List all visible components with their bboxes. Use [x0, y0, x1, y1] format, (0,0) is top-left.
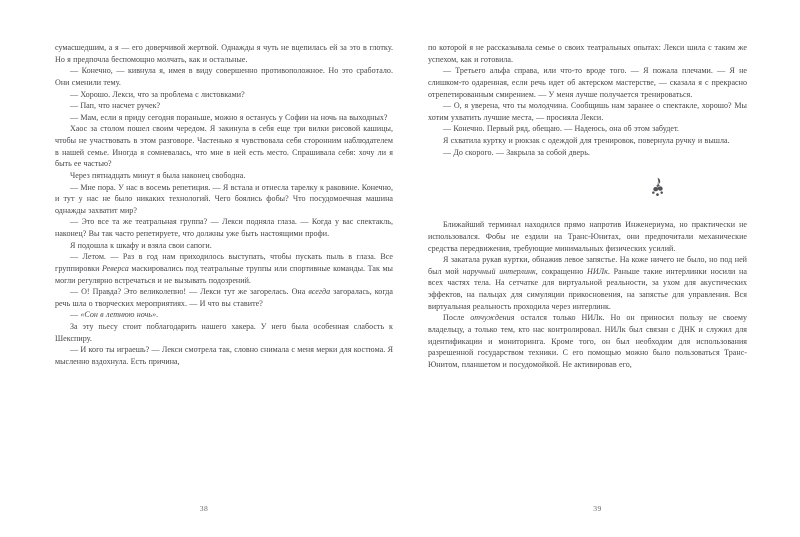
paragraph: Я закатала рукав куртки, обнажив левое запястье. На коже ничего не было, но под ней был мой наручный интерлинк, сокращенно НИЛк. Раньше такие интерлинки носили на всех частях тела. На сетчатке для виртуальной реальности, за ухом для акустических эффектов, на пальцах для симуляции прикосновения, на запястье для управления. Вся виртуальная реальность проходила через интерлинк.	[428, 255, 747, 311]
paragraph: — И кого ты играешь? — Лекси смотрела так, словно снимала с меня мерки для костюма. Я мысленно вздохнула. Есть причина,	[55, 345, 393, 366]
paragraph: — О! Правда? Это великолепно! — Лекси тут же загорелась. Она всегда загоралась, когда речь шла о творческих мероприятиях. — И что вы ставите?	[55, 287, 393, 308]
paragraph: — Третьего альфа справа, или что-то вроде того. — Я пожала плечами. — Я не слишком-то одаренная, если речь идет об актерском мастерстве, — сказала я с прекрасно отрепетированным смирением. — У меня лучше получается тренироваться.	[428, 66, 747, 99]
right-page-textblock-upper	[428, 42, 747, 158]
paragraph: За эту пьесу стоит поблагодарить нашего хакера. У него была особенная слабость к Шекспиру.	[55, 322, 393, 343]
right-page	[400, 0, 800, 537]
paragraph: Хаос за столом пошел своим чередом. Я закинула в себя еще три вилки рисовой кашицы, чтобы не участвовать в этом разговоре. Частенько я чувствовала себя сторонним наблюдателем в нашей семье. Иногда я сомневалась, что мне в ней есть место. Спрашивала себя: хочу ли я быть ее частью?	[55, 124, 393, 169]
page-number-right: 39	[593, 504, 602, 513]
fleur-de-lis-ornament-icon	[650, 177, 665, 197]
paragraph: Через пятнадцать минут я была наконец свободна.	[70, 170, 246, 180]
paragraph: — Мам, если я приду сегодня пораньше, можно я останусь у Софии на ночь на выходных?	[70, 112, 388, 122]
paragraph: — Конечно. Первый ряд, обещаю. — Надеюсь, она об этом забудет.	[443, 124, 679, 134]
italic-run: наручный интерлинк	[462, 266, 536, 276]
paragraph: Я подошла к шкафу и взяла свои сапоги.	[70, 240, 212, 250]
right-page-textblock-lower	[428, 219, 747, 370]
italic-run: «Сон в летнюю ночь»	[80, 310, 157, 320]
page-number-left: 38	[199, 504, 209, 513]
paragraph: по которой я не рассказывала семье о своих театральных опытах: Лекси шила с таким же успехом, как и готовила.	[428, 43, 747, 64]
paragraph: После отчуждения остался только НИЛк. Но он приносил пользу не своему владельцу, а только тем, кто нас контролировал. НИЛк был связан с ДНК и служил для идентификации и мониторинга. Кроме того, он был необходим для использования разрешенной государством техники. С его помощью можно было пользоваться Транс-Юнитом, планшетом и посудомойкой. Не активировав его,	[428, 313, 747, 369]
paragraph: Ближайший терминал находился прямо напротив Инженериума, но практически не использовался. Фобы не ездили на Транс-Юнитах, они предпочитали механические средства передвижения, требующие минимальных физических усилий.	[428, 220, 747, 253]
paragraph: — Хорошо. Лекси, что за проблема с листовками?	[70, 89, 245, 99]
italic-run: отчуждения	[470, 313, 515, 323]
left-page-textblock	[55, 42, 393, 368]
paragraph: — Пап, что насчет ручек?	[70, 101, 161, 111]
italic-run: Реверса	[102, 263, 129, 273]
italic-run: всегда	[308, 287, 331, 297]
paragraph: — Летом. — Раз в год нам приходилось выступать, чтобы пускать пыль в глаза. Все группировки Реверса маскировались под театральные труппы или спортивные команды. Так мы могли регулярно встречаться и не вызывать подозрений.	[55, 252, 393, 285]
section-divider	[428, 177, 747, 199]
paragraph: — До скорого. — Закрыла за собой дверь.	[443, 147, 590, 157]
paragraph: — Конечно, — кивнула я, имея в виду совершенно противоположное. Но это сработало. Они сменили тему.	[55, 66, 393, 87]
paragraph: — Это все та же театральная группа? — Лекси подняла глаза. — Когда у вас спектакль, наконец? Вы так часто репетируете, что должны уже быть настоящими профи.	[55, 217, 393, 238]
paragraph: сумасшедшим, а я — его доверчивой жертвой. Однажды я чуть не вцепилась ей за это в глотку. Но я предпочла беспомощно молчать, как и остальные.	[55, 43, 393, 64]
paragraph: — О, я уверена, что ты молодчина. Сообщишь нам заранее о спектакле, хорошо? Мы хотим ухватить лучшие места, — просияла Лекси.	[428, 101, 747, 122]
italic-run: НИЛк	[586, 266, 608, 276]
paragraph: Я схватила куртку и рюкзак с одеждой для тренировок, повернула ручку и вышла.	[443, 136, 730, 145]
paragraph: — Мне пора. У нас в восемь репетиция. — Я встала и отнесла тарелку к раковине. Конечно, и тут у нас не было никаких технологий. Чего боялись фобы? Что посудомоечная машина однажды захватит мир?	[55, 182, 393, 215]
paragraph: — «Сон в летнюю ночь».	[70, 310, 159, 320]
